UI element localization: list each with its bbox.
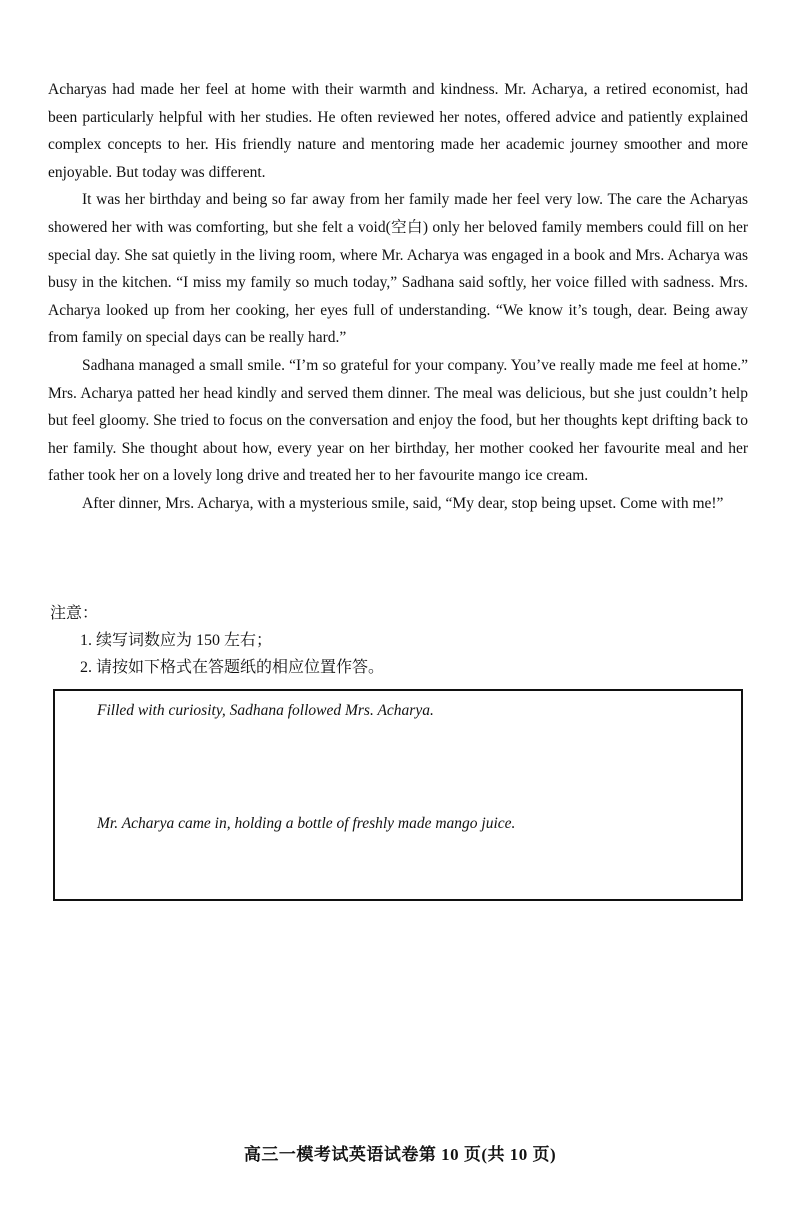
passage-paragraph-4: After dinner, Mrs. Acharya, with a mysterious smile, said, “My dear, stop being upset. Come with me!” xyxy=(82,494,724,512)
answer-box xyxy=(53,689,743,901)
passage-paragraph-2: It was her birthday and being so far away from her family made her feel very low. The care the Acharyas showered her with was comforting, but she felt a void(空白) only her beloved family members could fill on her special day. She sat quietly in the living room, where Mr. Acharya was engaged in a book and Mrs. Acharya was busy in the kitchen. “I miss my family so much today,” Sadhana said softly, her voice filled with sadness. Mrs. Acharya looked up from her cooking, her eyes full of understanding. “We know it’s tough, dear. Being away from family on special days can be really hard.” xyxy=(48,191,748,347)
continuation-opening-1: Filled with curiosity, Sadhana followed Mrs. Acharya. xyxy=(97,702,434,719)
page-footer: 高三一模考试英语试卷第 10 页(共 10 页) xyxy=(243,1145,557,1164)
passage-paragraph-3: Sadhana managed a small smile. “I’m so grateful for your company. You’ve really made me feel at home.” Mrs. Acharya patted her head kindly and served them dinner. The meal was delicious, but she just couldn’t help but feel gloomy. She tried to focus on the conversation and enjoy the food, but her thoughts kept drifting back to her family. She thought about how, every year on her birthday, her mother cooked her favourite meal and her father took her on a lovely long drive and treated her to her favourite mango ice cream. xyxy=(48,356,748,485)
continuation-opening-2: Mr. Acharya came in, holding a bottle of freshly made mango juice. xyxy=(97,815,516,832)
instructions-title: 注意： xyxy=(50,605,99,622)
instruction-item-1: 1. 续写词数应为 150 左右； xyxy=(80,632,273,649)
instructions xyxy=(50,600,384,681)
instruction-item-2: 2. 请按如下格式在答题纸的相应位置作答。 xyxy=(80,659,385,676)
passage-paragraph-1: Acharyas had made her feel at home with their warmth and kindness. Mr. Acharya, a retired economist, had been particularly helpful with her studies. He often reviewed her notes, offered advice and patiently explained complex concepts to her. His friendly nature and mentoring made her academic journey smoother and more enjoyable. But today was different. xyxy=(48,81,748,181)
story-passage xyxy=(48,76,748,518)
